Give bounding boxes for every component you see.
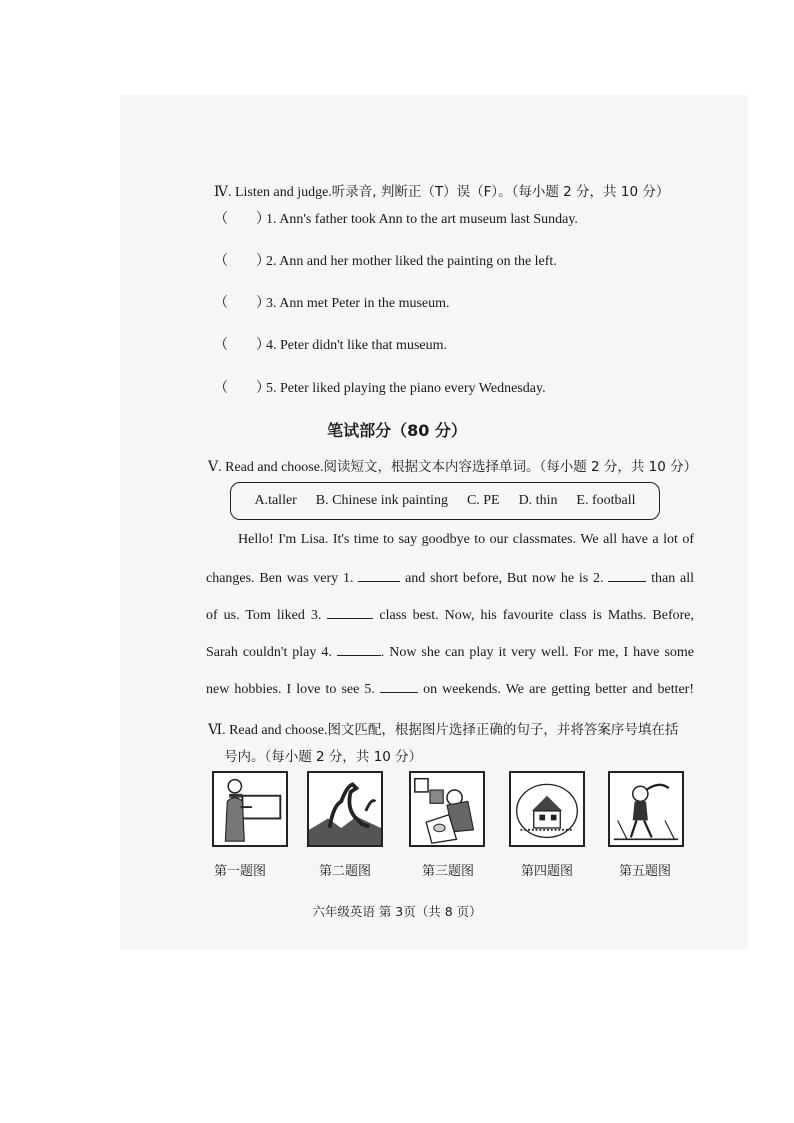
picture-5-caption: 第五题图 [618, 864, 671, 879]
picture-1-painter [212, 771, 288, 847]
word-bank-box [230, 482, 660, 520]
written-section-title: 笔试部分（80 分） [327, 421, 467, 440]
picture-2-caption: 第二题图 [318, 864, 371, 879]
answer-paren[interactable]: （ ） [214, 381, 270, 396]
section5-heading [208, 455, 697, 476]
judge-item-3 [214, 292, 450, 312]
passage-text: on weekends. We are getting better and better! [423, 682, 695, 697]
judge-item-text: 2. Ann and her mother liked the painting on the left. [266, 254, 557, 269]
section4-heading-cn: 听录音, 判断正（T）误（F）。（每小题 2 分，共 10 分） [331, 184, 670, 200]
blank-2[interactable] [608, 569, 646, 582]
judge-item-text: 3. Ann met Peter in the museum. [266, 296, 450, 311]
judge-item-text: 4. Peter didn't like that museum. [266, 338, 447, 353]
passage-text: class best. Now, his favourite class is Maths. Before, [379, 608, 695, 623]
answer-paren[interactable]: （ ） [214, 296, 270, 311]
judge-item-5 [214, 377, 546, 397]
word-option-b: B. Chinese ink painting [315, 493, 448, 508]
picture-2-dinosaur [307, 771, 383, 847]
picture-3-girl-drawing [409, 771, 485, 847]
passage-text: than all [651, 571, 695, 586]
word-option-e: E. football [576, 493, 636, 508]
section6-heading-line2: 号内。（每小题 2 分，共 10 分） [224, 749, 423, 765]
answer-paren[interactable]: （ ） [214, 212, 270, 227]
blank-4[interactable] [337, 643, 381, 656]
passage-text: and short before, But now he is 2. [405, 571, 604, 586]
blank-5[interactable] [380, 680, 418, 693]
picture-3-caption: 第三题图 [421, 864, 474, 879]
passage-line-5 [206, 680, 694, 698]
passage-line-3 [206, 606, 694, 624]
judge-item-4 [214, 334, 447, 354]
passage-line-2 [206, 569, 694, 587]
section5-heading-cn: 阅读短文，根据文本内容选择单词。（每小题 2 分，共 10 分） [323, 459, 698, 475]
word-option-d: D. thin [518, 493, 558, 508]
blank-1[interactable] [358, 569, 400, 582]
section4-heading [214, 180, 669, 201]
passage-text: new hobbies. I love to see 5. [206, 682, 375, 697]
word-option-c: C. PE [466, 493, 500, 508]
picture-4-house [509, 771, 585, 847]
passage-line-4 [206, 643, 694, 661]
judge-item-text: 5. Peter liked playing the piano every Wednesday. [266, 381, 546, 396]
section4-heading-en: Ⅳ. Listen and judge. [214, 185, 332, 200]
answer-paren[interactable]: （ ） [214, 338, 270, 353]
picture-1-caption: 第一题图 [213, 864, 266, 879]
judge-item-2 [214, 250, 557, 270]
blank-3[interactable] [327, 606, 373, 619]
section6-heading-cn: 图文匹配，根据图片选择正确的句子，并将答案序号填在括 [327, 722, 679, 738]
section6-heading-en: Ⅵ. Read and choose. [208, 723, 328, 738]
passage-text: . Now she can play it very well. For me, I have some [380, 645, 695, 660]
passage-line-1: Hello! I'm Lisa. It's time to say goodbye to our classmates. We all have a lot of [238, 532, 694, 547]
passage-text: changes. Ben was very 1. [206, 571, 354, 586]
judge-item-1 [214, 208, 578, 228]
section5-heading-en: Ⅴ. Read and choose. [208, 460, 324, 475]
page-footer: 六年级英语 第 3页（共 8 页） [312, 904, 482, 919]
answer-paren[interactable]: （ ） [214, 254, 270, 269]
word-option-a: A.taller [254, 493, 297, 508]
picture-4-caption: 第四题图 [520, 864, 573, 879]
section6-heading-line1 [208, 718, 678, 739]
passage-text: of us. Tom liked 3. [206, 608, 322, 623]
passage-text: Sarah couldn't play 4. [206, 645, 332, 660]
judge-item-text: 1. Ann's father took Ann to the art museum last Sunday. [266, 212, 578, 227]
picture-5-girl-exercising [608, 771, 684, 847]
